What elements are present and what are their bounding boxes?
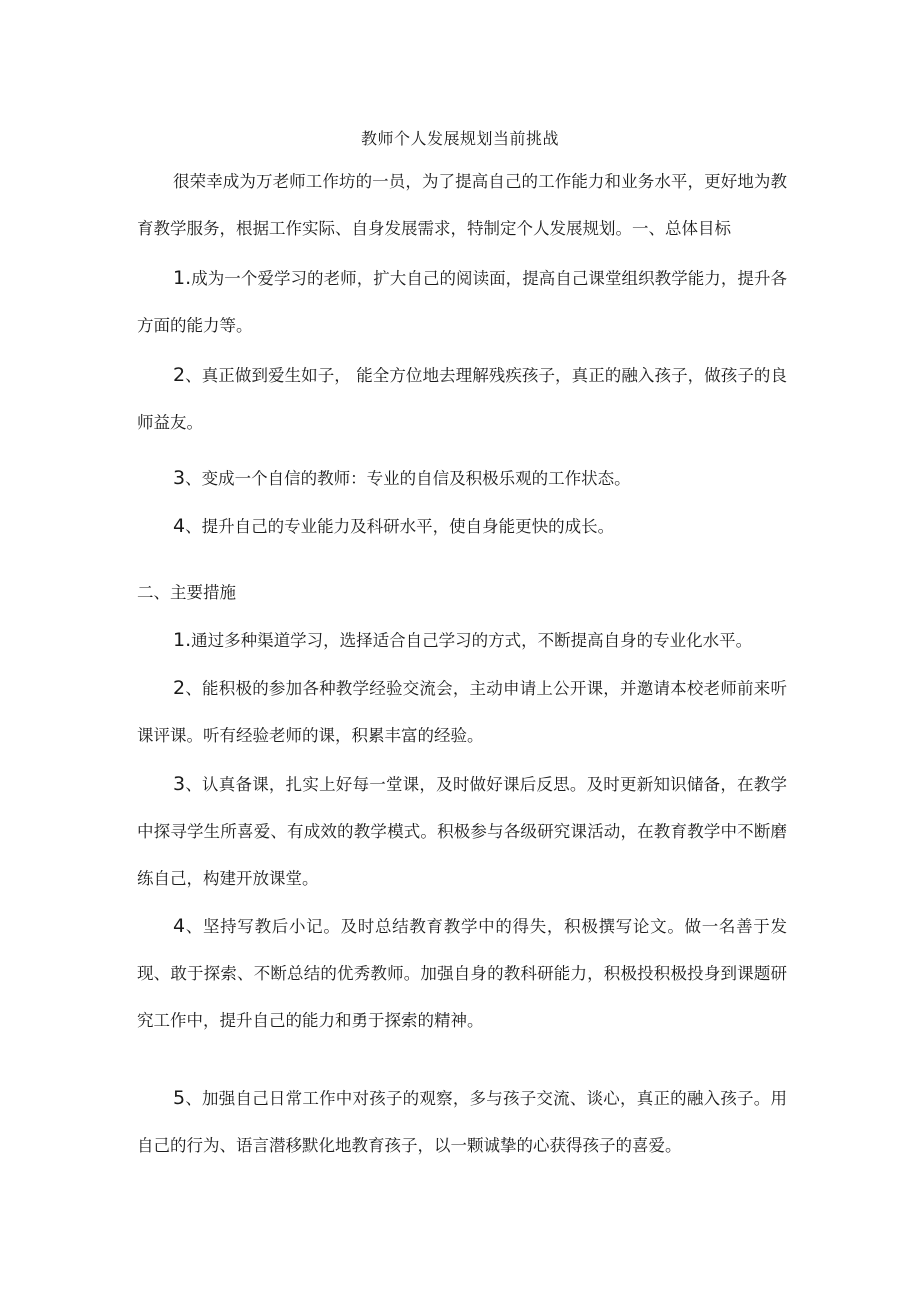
measure-item-5 — [137, 1075, 787, 1169]
goal-item-1 — [137, 255, 787, 349]
intro-paragraph: 很荣幸成为万老师工作坊的一员，为了提高自己的工作能力和业务水平，更好地为教育教学服务，根据工作实际、自身发展需求，特制定个人发展规划。一、总体目标 — [137, 172, 787, 238]
goal-number: 1. — [173, 267, 192, 289]
measure-text: 、加强自己日常工作中对孩子的观察，多与孩子交流、谈心，真正的融入孩子。用自己的行为、语言潜移默化地教育孩子，以一颗诚挚的心获得孩子的喜爱。 — [137, 1089, 787, 1155]
measure-text: 通过多种渠道学习，选择适合自己学习的方式，不断提高自身的专业化水平。 — [191, 631, 753, 650]
goal-number: 2 — [173, 364, 186, 386]
goal-text: 、变成一个自信的教师：专业的自信及积极乐观的工作状态。 — [185, 469, 631, 488]
measure-number: 1. — [173, 629, 192, 651]
measure-item-2 — [137, 665, 787, 759]
measure-number: 4 — [173, 915, 186, 937]
goal-number: 4 — [173, 515, 186, 537]
goal-item-4 — [137, 503, 787, 550]
measure-number: 5 — [173, 1087, 186, 1109]
goal-text: 、提升自己的专业能力及科研水平，使自身能更快的成长。 — [185, 517, 615, 536]
measure-text: 、坚持写教后小记。及时总结教育教学中的得失，积极撰写论文。做一名善于发现、敢于探索、不断总结的优秀教师。加强自身的教科研能力，积极投积极投身到课题研究工作中，提升自己的能力和勇于探索的精神。 — [137, 917, 787, 1030]
measure-item-1 — [137, 617, 787, 664]
document-title: 教师个人发展规划当前挑战 — [360, 129, 559, 148]
section-heading: 二、主要措施 — [137, 583, 236, 602]
goal-item-2 — [137, 352, 787, 446]
goal-text: 、真正做到爱生如子， 能全方位地去理解残疾孩子，真正的融入孩子，做孩子的良师益友。 — [137, 366, 787, 432]
measure-item-4 — [137, 903, 787, 1044]
measure-text: 、认真备课，扎实上好每一堂课，及时做好课后反思。及时更新知识储备，在教学中探寻学生所喜爱、有成效的教学模式。积极参与各级研究课活动，在教育教学中不断磨练自己，构建开放课堂。 — [137, 775, 787, 888]
measure-item-3 — [137, 761, 787, 902]
measure-number: 3 — [173, 773, 186, 795]
goal-number: 3 — [173, 467, 186, 489]
goal-text: 成为一个爱学习的老师，扩大自己的阅读面，提高自己课堂组织教学能力，提升各方面的能力等。 — [137, 269, 787, 335]
goal-item-3 — [137, 455, 787, 502]
measure-text: 、能积极的参加各种教学经验交流会，主动申请上公开课，并邀请本校老师前来听课评课。听有经验老师的课，积累丰富的经验。 — [137, 679, 787, 745]
measure-number: 2 — [173, 677, 186, 699]
